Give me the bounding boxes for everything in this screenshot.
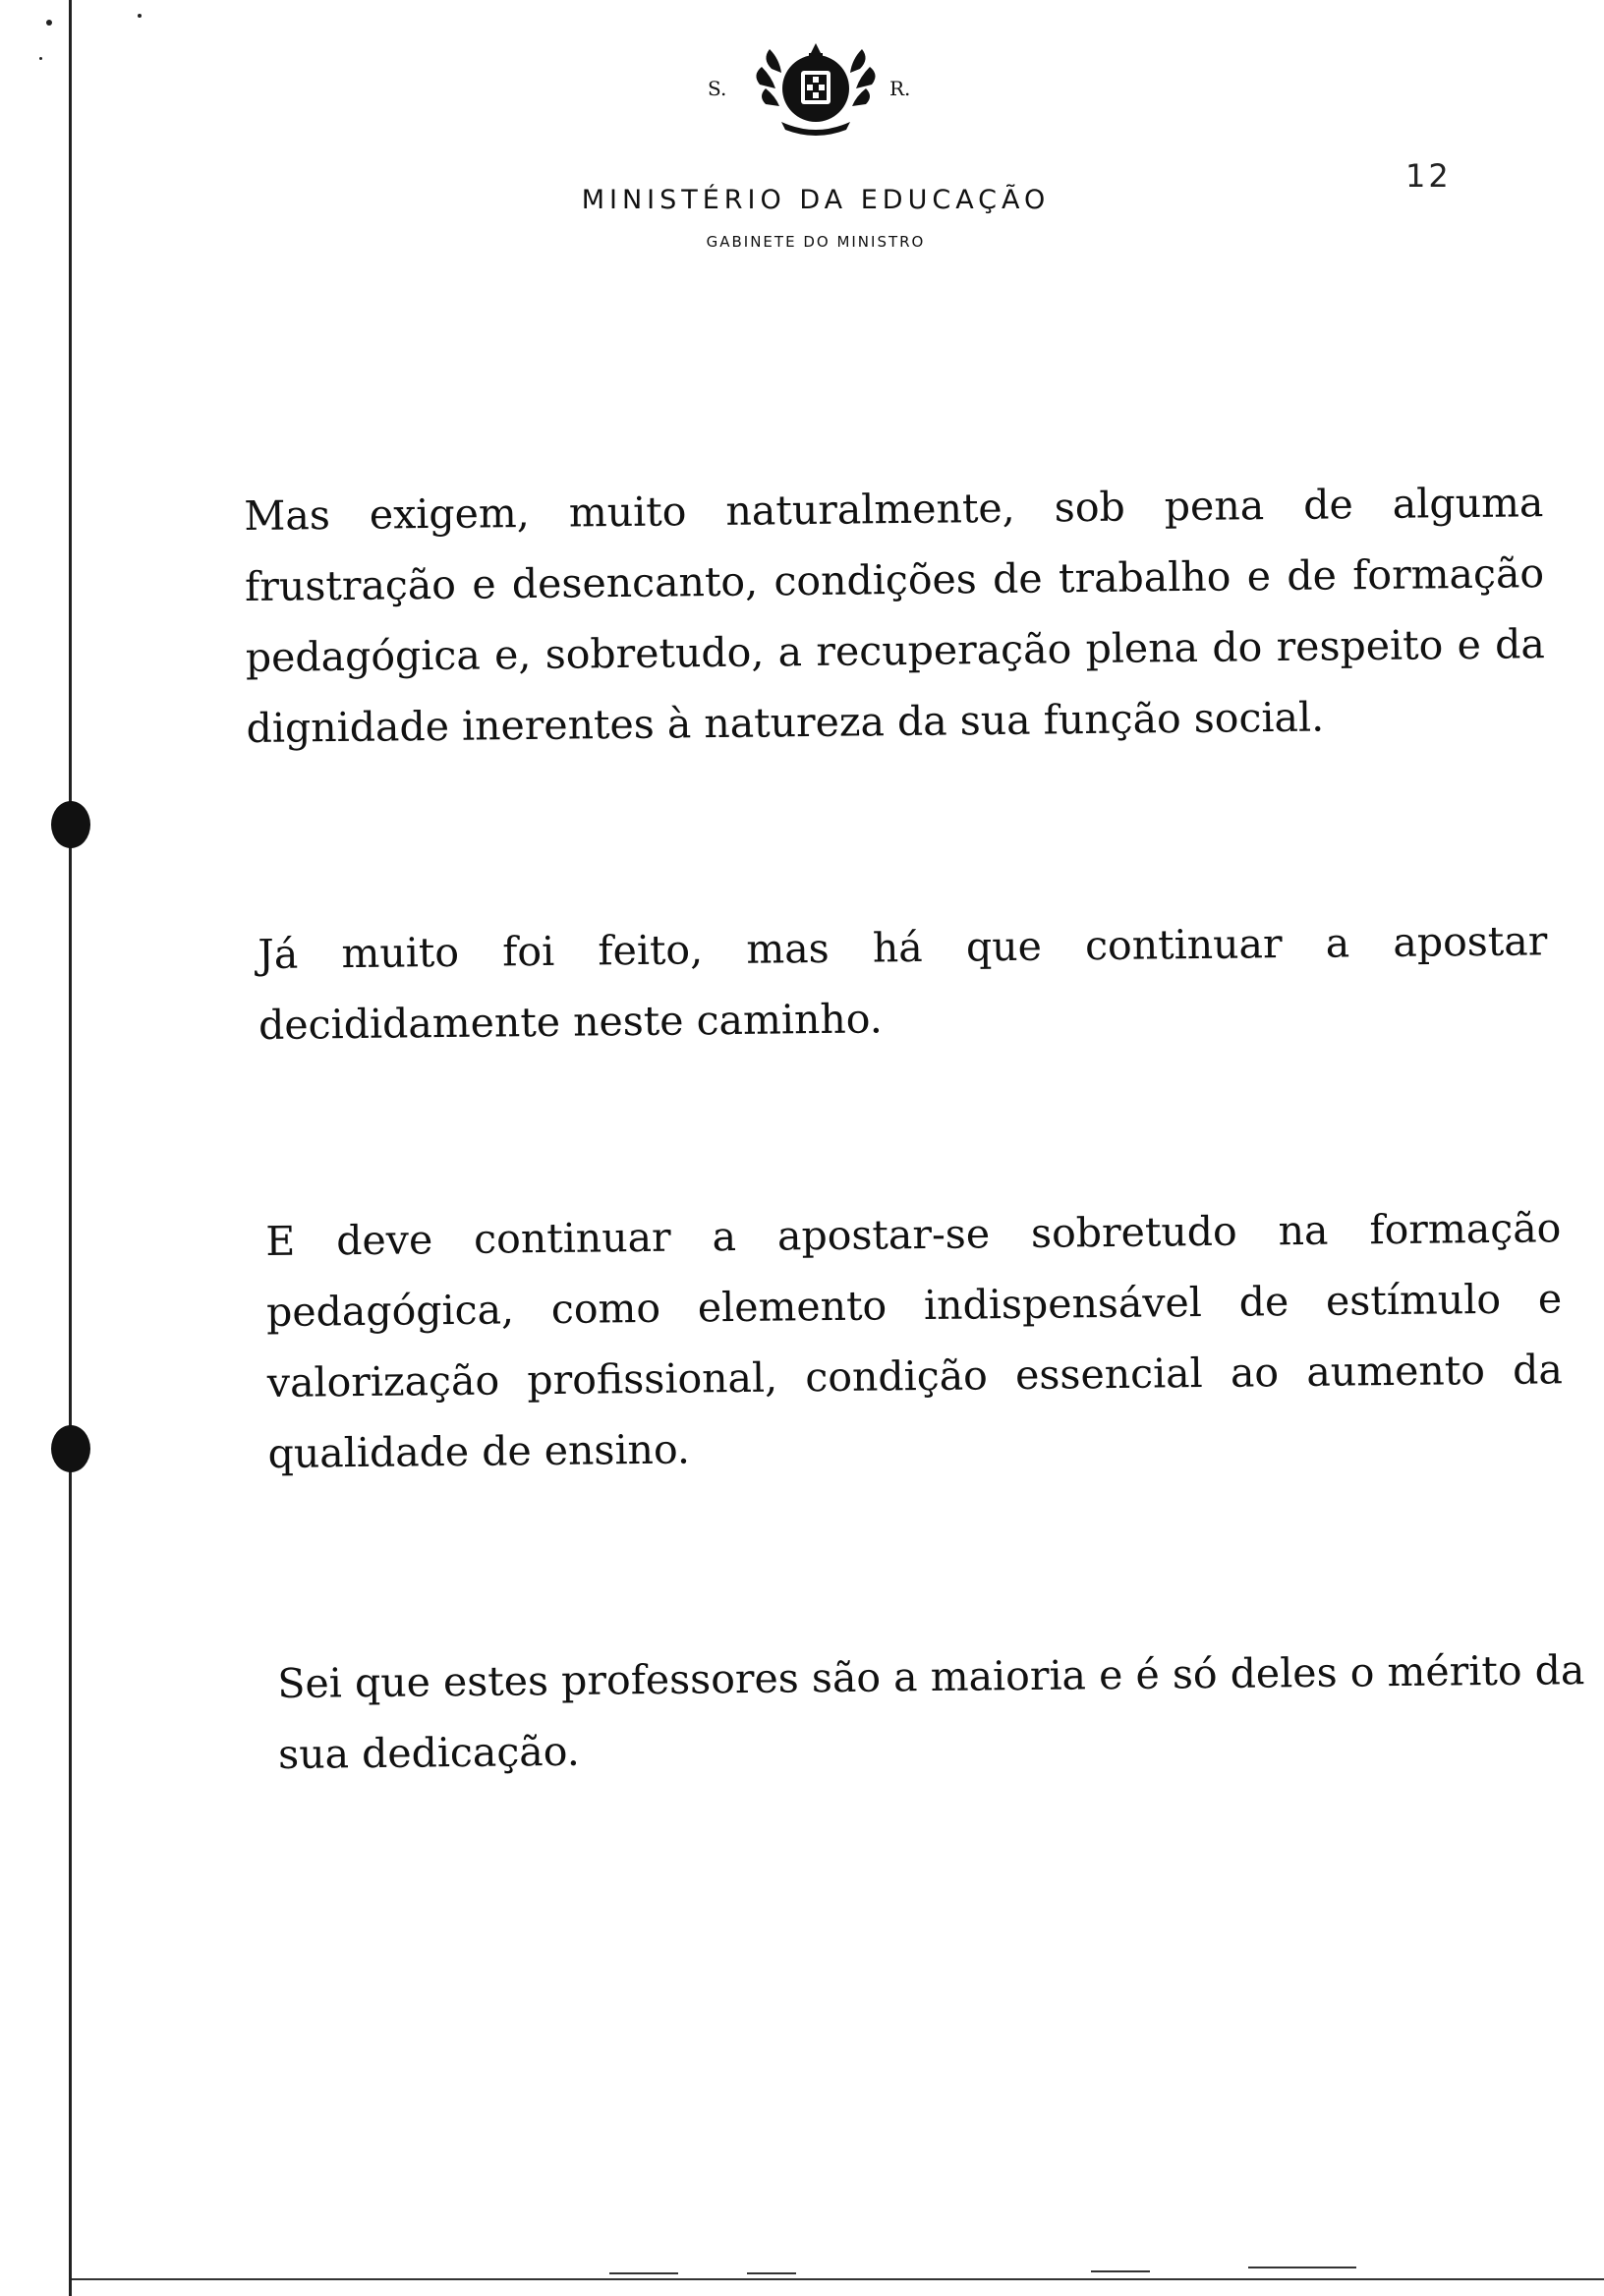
- paragraph-2: Já muito foi feito, mas há que continuar a apostar decididamente neste caminho.: [258, 917, 1548, 1049]
- scan-bottom-edge: [72, 2278, 1604, 2280]
- scan-margin-line: [69, 0, 72, 2296]
- scan-speck: [138, 14, 142, 18]
- scan-bottom-dash: [1091, 2270, 1150, 2272]
- cabinet-subtitle: GABINETE DO MINISTRO: [706, 233, 926, 251]
- scan-bottom-dash: [1248, 2267, 1356, 2268]
- scan-speck: [39, 57, 42, 60]
- coat-of-arms-icon: [752, 39, 880, 138]
- emblem-row: [550, 39, 1081, 138]
- emblem-left-letter: S.: [708, 77, 727, 100]
- page-number: 12: [1405, 157, 1452, 195]
- punch-hole-bottom: [51, 1425, 90, 1472]
- ministry-title: MINISTÉRIO DA EDUCAÇÃO: [581, 185, 1051, 215]
- paragraph-3: E deve continuar a apostar-se sobretudo na formação pedagógica, como elemento indispensável de estímulo e valorização profissional, condição essencial ao aumento da qualidade de ensino.: [265, 1204, 1564, 1477]
- paragraph-4: Sei que estes professores são a maioria e é só deles o mérito da sua dedicação.: [277, 1646, 1585, 1778]
- paragraph-1: Mas exigem, muito naturalmente, sob pena de alguma frustração e desencanto, condições de trabalho e de formação pedagógica e, sobretudo, a recuperação plena do respeito e da dignidade inerentes à natureza da sua função social.: [244, 479, 1546, 752]
- scan-bottom-dash: [747, 2272, 796, 2274]
- punch-hole-top: [51, 801, 90, 848]
- emblem-right-letter: R.: [889, 77, 911, 100]
- scan-speck: [46, 20, 52, 26]
- letterhead: [550, 39, 1081, 251]
- scan-bottom-dash: [609, 2272, 678, 2274]
